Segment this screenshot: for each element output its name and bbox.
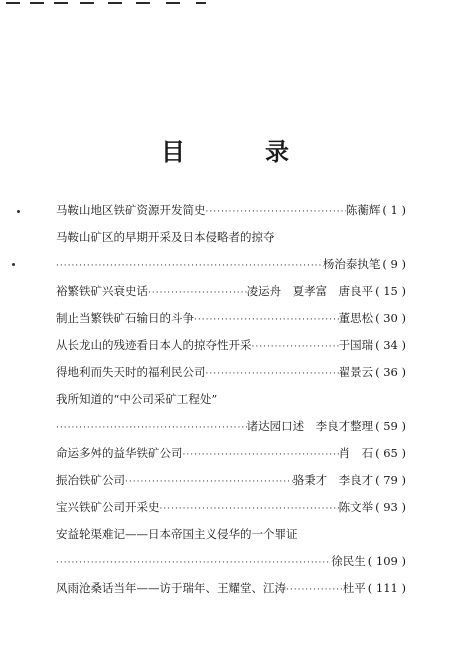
leader-dots — [56, 256, 323, 274]
leader-dots — [286, 580, 343, 598]
toc-entry[interactable] — [56, 227, 406, 247]
dash-mark — [108, 2, 122, 4]
table-of-contents — [56, 200, 406, 598]
toc-entry-continuation — [56, 254, 406, 274]
entry-title: 振冶铁矿公司 — [56, 473, 125, 487]
dash-mark — [30, 2, 44, 4]
toc-title: 目 录 — [161, 137, 317, 166]
entry-page: ( 9 ) — [382, 257, 406, 271]
leader-dots — [252, 337, 339, 355]
entry-page: ( 93 ) — [375, 500, 406, 514]
top-dash-rule — [0, 2, 450, 6]
entry-author: 杨治泰执笔 — [322, 257, 381, 271]
entry-title: 得地利而失天时的福利民公司 — [56, 365, 206, 379]
entry-author: 肖 石 — [338, 446, 374, 460]
leader-dots — [125, 472, 293, 490]
toc-entry[interactable] — [56, 362, 406, 382]
dash-mark — [136, 2, 150, 4]
entry-page: ( 36 ) — [375, 365, 406, 379]
leader-dots — [183, 445, 339, 463]
entry-author: 徐民生 — [331, 554, 366, 568]
toc-entry[interactable] — [56, 200, 406, 220]
entry-title: 命运多舛的益华铁矿公司 — [56, 446, 183, 460]
entry-page: ( 65 ) — [375, 446, 406, 460]
toc-entry[interactable] — [56, 470, 406, 490]
entry-author: 陈蘅辉 — [345, 203, 381, 217]
entry-title: 安益轮渠难记——日本帝国主义侵华的一个罪证 — [56, 527, 298, 541]
entry-title: 马鞍山地区铁矿资源开发简史 — [56, 203, 206, 217]
leader-dots — [206, 202, 346, 220]
toc-entry[interactable] — [56, 524, 406, 544]
entry-title: 我所知道的“中公司采矿工程处” — [56, 392, 218, 406]
entry-author: 董思松 — [338, 311, 374, 325]
dash-mark — [196, 2, 206, 4]
entry-page: ( 1 ) — [382, 203, 406, 217]
entry-title: 从长龙山的残迹看日本人的掠夺性开采 — [56, 338, 252, 352]
leader-dots — [160, 499, 339, 517]
entry-title: 裕繁铁矿兴衰史话 — [56, 284, 148, 298]
toc-entry[interactable] — [56, 443, 406, 463]
dash-mark — [6, 2, 20, 4]
dash-mark — [80, 2, 94, 4]
toc-entry[interactable] — [56, 335, 406, 355]
toc-entry[interactable] — [56, 497, 406, 517]
entry-title: 马鞍山矿区的早期开采及日本侵略者的掠夺 — [56, 230, 275, 244]
toc-entry-continuation — [56, 551, 406, 571]
leader-dots — [206, 364, 339, 382]
entry-author: 杜平 — [342, 581, 366, 595]
leader-dots — [56, 418, 247, 436]
leader-dots — [148, 283, 247, 301]
entry-page: ( 59 ) — [375, 419, 406, 433]
toc-entry[interactable] — [56, 281, 406, 301]
toc-entry[interactable] — [56, 308, 406, 328]
entry-author: 于国瑞 — [338, 338, 374, 352]
dash-mark — [166, 2, 180, 4]
entry-author: 凌运舟 夏孝富 唐良平 — [246, 284, 374, 298]
toc-entry[interactable] — [56, 578, 406, 598]
entry-page: ( 34 ) — [375, 338, 406, 352]
scan-speck — [12, 263, 15, 266]
entry-title: 风雨沧桑话当年——访于瑞年、王耀堂、江涛 — [56, 581, 286, 595]
entry-title: 宝兴铁矿公司开采史 — [56, 500, 160, 514]
scan-speck — [17, 210, 20, 213]
entry-author: 陈文举 — [338, 500, 374, 514]
entry-page: ( 79 ) — [375, 473, 406, 487]
entry-page: ( 109 ) — [367, 554, 406, 568]
toc-entry[interactable] — [56, 389, 406, 409]
entry-page: ( 111 ) — [367, 581, 406, 595]
entry-author: 翟景云 — [338, 365, 374, 379]
toc-entry-continuation — [56, 416, 406, 436]
dash-mark — [54, 2, 68, 4]
entry-title: 制止当繁铁矿石输日的斗争 — [56, 311, 194, 325]
entry-page: ( 15 ) — [375, 284, 406, 298]
entry-page: ( 30 ) — [375, 311, 406, 325]
entry-author: 诸达园口述 李良才整理 — [246, 419, 374, 433]
leader-dots — [194, 310, 339, 328]
leader-dots — [56, 553, 331, 571]
entry-author: 骆秉才 李良才 — [292, 473, 374, 487]
